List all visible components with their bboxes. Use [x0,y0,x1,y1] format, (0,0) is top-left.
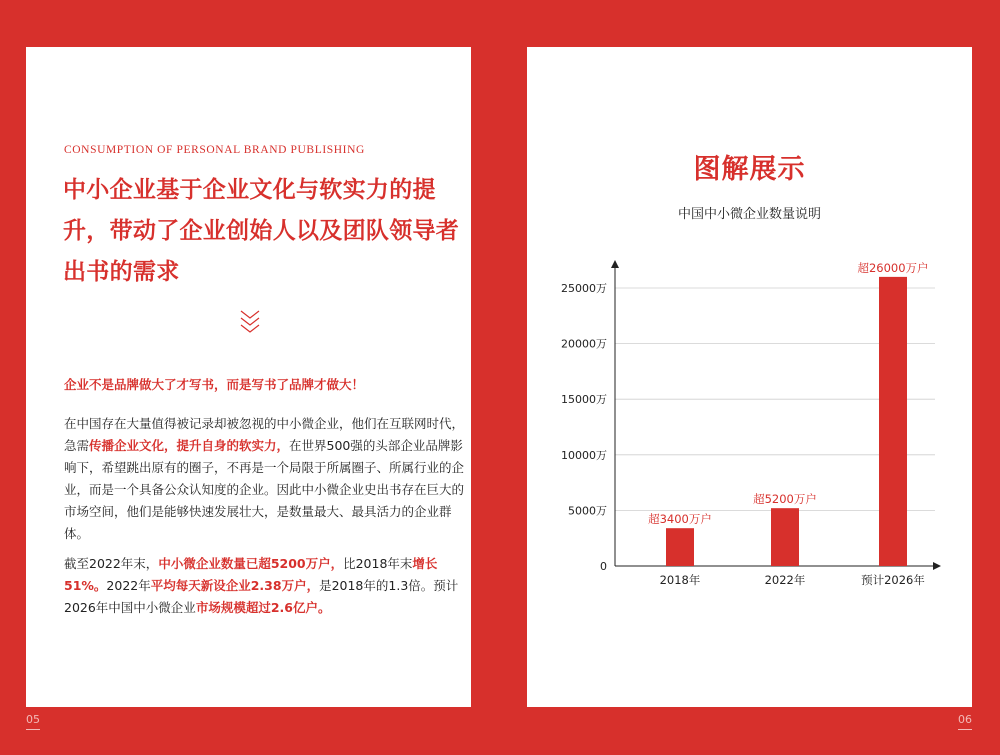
right-page [527,47,972,707]
paragraph-intro-run: 在中国存在大量值得被记录却被忽视的中小微企业，他们在互联网时代，急需 [64,416,465,453]
y-axis-arrow-icon [611,260,619,268]
y-tick-label: 5000万 [568,504,607,518]
data-label: 超3400万户 [648,512,712,527]
eyebrow-text: CONSUMPTION OF PERSONAL BRAND PUBLISHING [64,144,365,156]
page-number-right [958,713,972,730]
x-tick-label: 2018年 [659,573,701,587]
paragraph-stats-run: 中小微企业数量已超5200万户， [158,556,344,571]
paragraph-intro-run: 在世界500强的头部企业品牌影响下，希望跳出原有的圈子，不再是一个局限于所属圈子、所属行业的企业，而是一个具备公众认知度的企业。因此中小微企业史出书存在巨大的市场空间，他们是能够快速发展壮大，是数量最大、最具活力的企业群体。 [64,438,465,541]
paragraph-stats-run: 截至2022年末， [64,556,159,571]
x-tick-label: 2022年 [764,573,806,587]
paragraph-stats [64,553,464,619]
chart-heading: 图解展示 [693,154,806,185]
headline: 中小企业基于企业文化与软实力的提升，带动了企业创始人以及团队领导者出书的需求 [63,176,460,285]
page-number-left-text: 05 [26,713,40,726]
paragraph-stats-run: 2022年 [106,578,151,593]
y-tick-label: 10000万 [561,448,607,462]
page-number-left [26,713,40,730]
bar-2 [771,508,799,566]
y-tick-label: 25000万 [561,282,607,295]
bar-1 [666,528,694,566]
page-number-rule [958,729,972,730]
data-label: 超26000万户 [857,260,929,275]
bar-chart [527,47,972,707]
paragraph-stats-run: 比2018年末 [343,556,413,571]
x-tick-label: 预计2026年 [861,573,925,587]
page-number-right-text: 06 [958,713,972,726]
chart-title: 中国中小微企业数量说明 [677,207,821,222]
page-number-rule [26,729,40,730]
y-tick-label: 0 [600,560,607,573]
chevron-down-icon [239,309,261,335]
bar-3 [879,277,907,566]
left-page [26,47,471,707]
paragraph-intro-run: 传播企业文化，提升自身的软实力， [89,438,290,453]
paragraph-stats-run: 平均每天新设企业2.38万户， [150,578,320,593]
x-axis-arrow-icon [933,562,941,570]
slogan: 企业不是品牌做大了才写书，而是写书了品牌才做大！ [64,377,365,392]
y-tick-label: 20000万 [561,337,607,351]
paragraph-intro [64,413,464,545]
y-tick-label: 15000万 [561,393,607,407]
paragraph-stats-run: 市场规模超过2.6亿户。 [195,600,331,615]
data-label: 超5200万户 [753,492,817,507]
paragraph-stats-run: 增长51%。 [64,556,438,593]
paragraph-stats-run: 是2018年的1.3倍。预计2026年中国中小微企业 [64,578,459,615]
